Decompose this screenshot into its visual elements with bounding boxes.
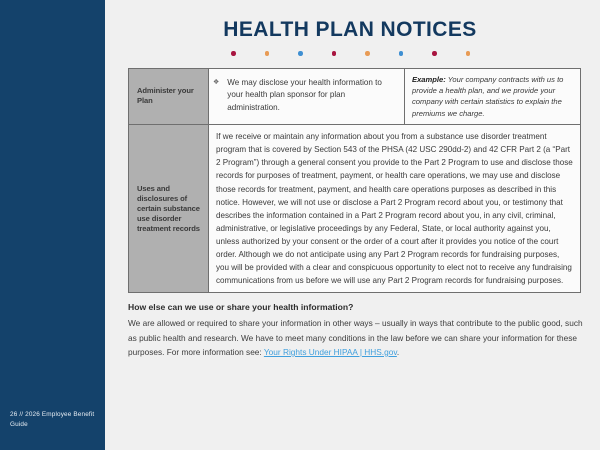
example-text: Your company contracts with us to provide a health plan, and we provide your company with certain statistics to explain the premiums we charge. [412,74,564,118]
lower-section [128,302,583,359]
diamond-bullet-icon: ❖ [213,78,220,86]
page-title: HEALTH PLAN NOTICES [223,18,477,41]
decorative-dot-row [105,51,600,56]
row-body-text: If we receive or maintain any information about you from a substance use disorder treatment program that is covered by Section 543 of the PHSA (42 USC 290dd-2) and 42 CFR Part 2 (a “Part 2 Program”) through a general consent you provide to the Part 2 Program to use and disclose those records for purposes of treatment, payment, or health care operations, we may use and disclose those records for treatment, payment, and health care operations purposes as described in this notice. However, we will not use or disclose a Part 2 Program record about you, or testimony that describes the information contained in a Part 2 Program record about you, in any civil, criminal, administrative, or legislative proceedings by any Federal, State, or local authority against you, unless authorized by your consent or the order of a court after it provides you notice of the court order. Although we do not anticipate using any Part 2 Program records for fundraising purposes, you will be provided with a clear and conspicuous opportunity to elect not to receive any fundraising communications from us before we will use any Part 2 Program records for fundraising purposes. [209,125,581,293]
lower-section-heading: How else can we use or share your health information? [128,302,354,313]
dot-icon-1 [231,51,236,56]
table-row [129,68,581,125]
dot-icon-2 [265,51,270,56]
row-label-administer-your-plan: Administer your Plan [129,68,209,125]
table-row [129,125,581,293]
example-label: Example: [412,74,446,84]
left-sidebar [0,0,105,450]
row-bullet-cell [209,68,405,125]
dot-icon-5 [365,51,370,56]
lower-body-before-link: We are allowed or required to share your information in other ways – usually in ways that contribute to the public good, such as public health and research. We have to meet many conditions in the law before we can share your information for these purposes. For more information see: [128,318,583,357]
dot-icon-4 [332,51,337,56]
footer-page-label: 26 // 2026 Employee Benefit Guide [10,411,95,429]
row-label-substance-use-disorder-records: Uses and disclosures of certain substance use disorder treatment records [129,125,209,293]
dot-icon-7 [432,51,437,56]
row-example-cell [405,68,581,125]
row-bullet-text: We may disclose your health information to your health plan sponsor for plan administration. [227,77,382,112]
health-plan-notices-table [128,68,581,294]
dot-icon-3 [298,51,303,56]
lower-section-body [128,316,583,359]
dot-icon-8 [466,51,471,56]
dot-icon-6 [399,51,404,56]
hipaa-rights-link[interactable]: Your Rights Under HIPAA | HHS.gov [263,346,397,357]
lower-body-after-link: . [396,346,400,357]
slide-content [105,0,600,450]
